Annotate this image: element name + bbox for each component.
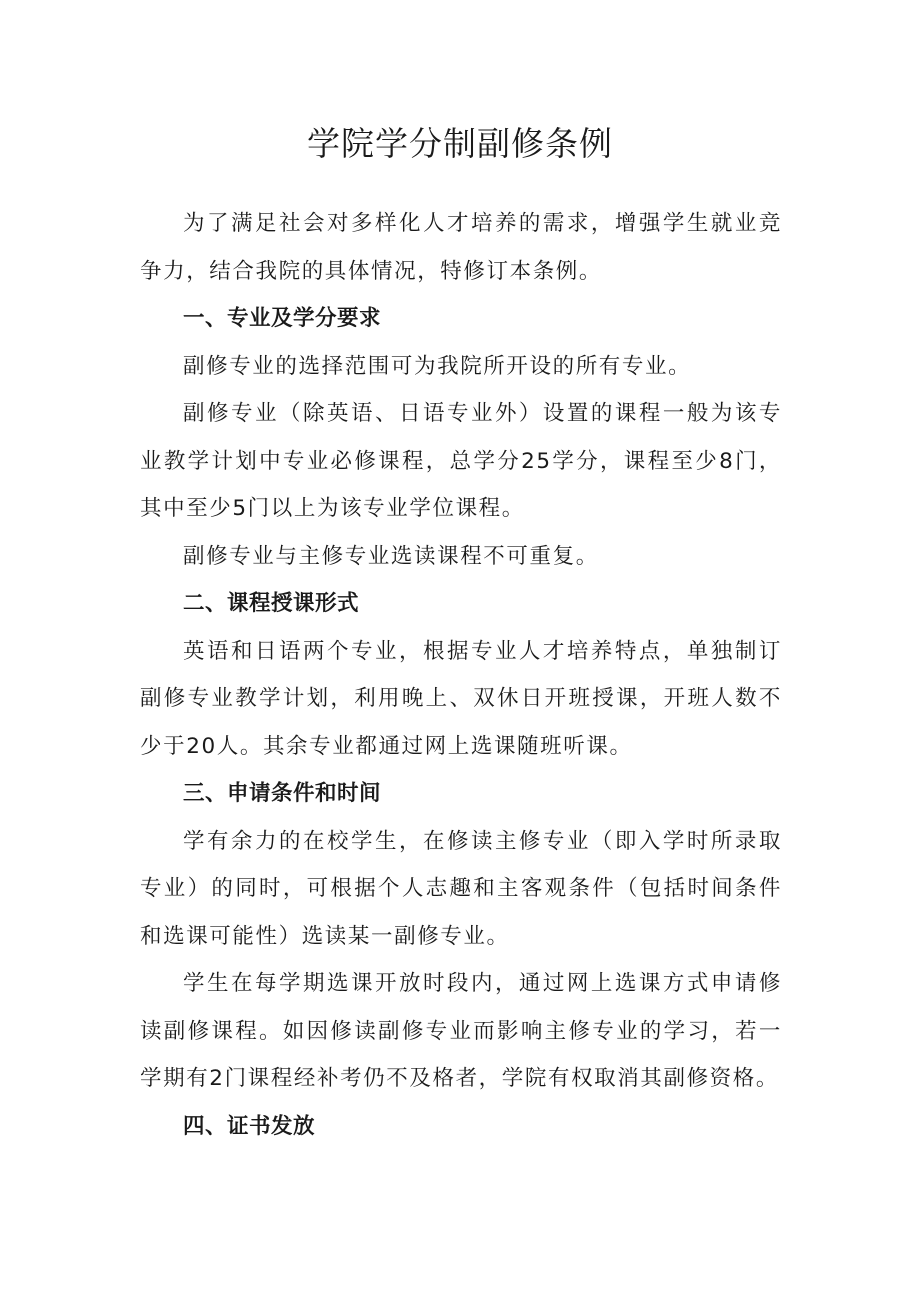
section-3	[140, 770, 782, 1103]
section-4	[140, 1103, 782, 1151]
section-heading: 二、课程授课形式	[183, 591, 360, 616]
section-paragraph: 副修专业（除英语、日语专业外）设置的课程一般为该专业教学计划中专业必修课程，总学分25学分，课程至少8门，其中至少5门以上为该专业学位课程。	[140, 401, 782, 521]
document-title: 学院学分制副修条例	[307, 124, 613, 163]
section-paragraph: 学生在每学期选课开放时段内，通过网上选课方式申请修读副修课程。如因修读副修专业而影响主修专业的学习，若一学期有2门课程经补考仍不及格者，学院有权取消其副修资格。	[140, 971, 782, 1091]
section-heading: 三、申请条件和时间	[183, 781, 382, 806]
section-paragraph: 学有余力的在校学生，在修读主修专业（即入学时所录取专业）的同时，可根据个人志趣和主客观条件（包括时间条件和选课可能性）选读某一副修专业。	[140, 828, 782, 949]
section-paragraph: 英语和日语两个专业，根据专业人才培养特点，单独制订副修专业教学计划，利用晚上、双休日开班授课，开班人数不少于20人。其余专业都通过网上选课随班听课。	[140, 638, 782, 759]
section-heading: 一、专业及学分要求	[183, 306, 382, 331]
section-paragraph: 副修专业的选择范围可为我院所开设的所有专业。	[183, 353, 692, 379]
section-2	[140, 580, 782, 770]
section-1	[140, 295, 782, 580]
document-body	[140, 200, 782, 1150]
intro-paragraph: 为了满足社会对多样化人才培养的需求，增强学生就业竞争力，结合我院的具体情况，特修订本条例。	[140, 211, 782, 284]
section-heading: 四、证书发放	[183, 1113, 316, 1139]
section-paragraph: 副修专业与主修专业选读课程不可重复。	[183, 543, 599, 569]
